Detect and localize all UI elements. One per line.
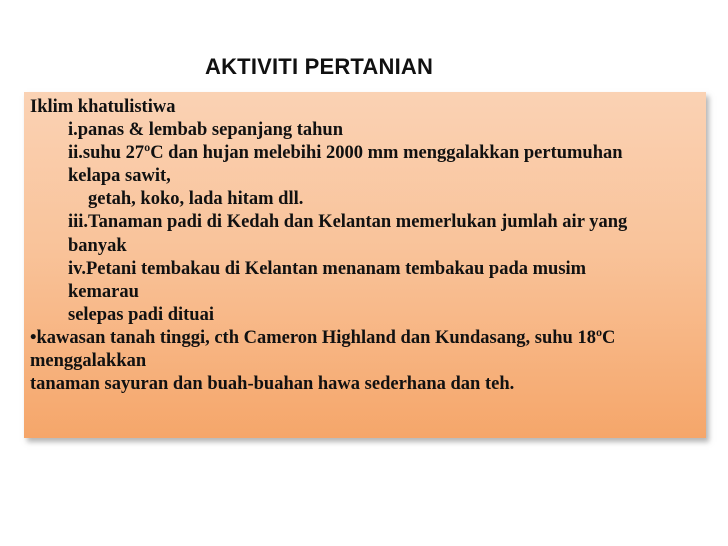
body-line-2: i.panas & lembab sepanjang tahun: [68, 120, 344, 141]
body-line-9: kemarau: [68, 281, 139, 302]
body-line-12: menggalakkan: [30, 351, 147, 372]
body-line-3: ii.suhu 27ºC dan hujan melebihi 2000 mm menggalakkan pertumuhan: [68, 143, 623, 164]
slide-title: AKTIVITI PERTANIAN: [205, 54, 434, 79]
body-line-10: selepas padi dituai: [68, 304, 214, 325]
body-line-6: iii.Tanaman padi di Kedah dan Kelantan memerlukan jumlah air yang: [68, 212, 628, 233]
body-line-5: getah, koko, lada hitam dll.: [88, 189, 304, 210]
body-line-8: iv.Petani tembakau di Kelantan menanam tembakau pada musim: [68, 258, 587, 279]
body-line-4: kelapa sawit,: [68, 166, 171, 187]
body-line-7: banyak: [68, 235, 127, 256]
body-line-1: Iklim khatulistiwa: [30, 97, 176, 117]
body-line-11: •kawasan tanah tinggi, cth Cameron Highland dan Kundasang, suhu 18ºC: [30, 327, 616, 348]
body-text: [30, 96, 710, 396]
body-line-13: tanaman sayuran dan buah-buahan hawa sederhana dan teh.: [30, 374, 515, 395]
